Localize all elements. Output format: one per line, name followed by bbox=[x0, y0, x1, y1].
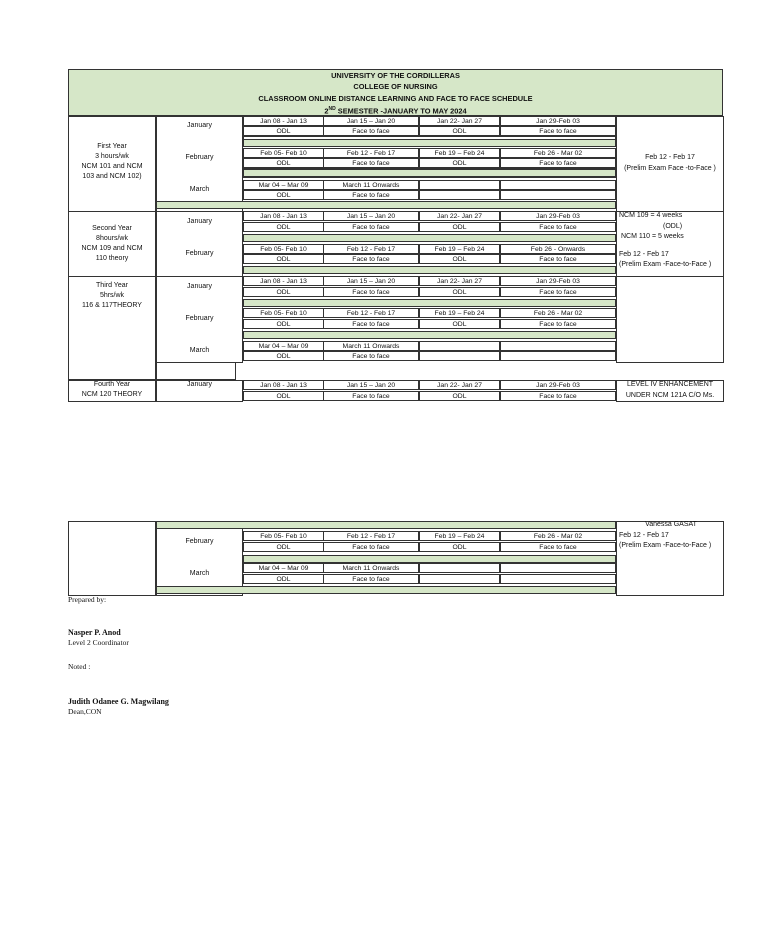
month-february: February bbox=[185, 154, 214, 161]
separator-row bbox=[243, 555, 616, 563]
week-date-cell: Jan 22- Jan 27 bbox=[419, 116, 500, 126]
month-february: February bbox=[185, 538, 214, 545]
semester-title: 2ND SEMESTER -JANUARY TO MAY 2024 bbox=[324, 105, 467, 116]
week-date-cell: Jan 29-Feb 03 bbox=[500, 380, 616, 390]
continuation-month-col bbox=[156, 521, 243, 596]
week-date-cell: Jan 08 - Jan 13 bbox=[243, 380, 324, 390]
learning-mode-cell: Face to face bbox=[323, 319, 419, 329]
month-january: January bbox=[187, 122, 212, 129]
week-date-cell: March 11 Onwards bbox=[323, 563, 419, 573]
learning-mode-cell: Face to face bbox=[500, 126, 616, 136]
month-january: January bbox=[187, 283, 212, 290]
week-date-cell: Jan 15 – Jan 20 bbox=[323, 116, 419, 126]
learning-mode-cell: Face to face bbox=[500, 542, 616, 552]
schedule-title: CLASSROOM ONLINE DISTANCE LEARNING AND FACE TO FACE SCHEDULE bbox=[258, 93, 533, 103]
third-year-label: Third Year 5hrs/wk 116 & 117THEORY bbox=[82, 282, 142, 309]
week-date-cell: Feb 19 – Feb 24 bbox=[419, 308, 500, 318]
week-date-cell: Mar 04 – Mar 09 bbox=[243, 563, 324, 573]
third-year-notes-cell bbox=[616, 276, 724, 363]
schedule-header bbox=[68, 69, 723, 116]
learning-mode-cell: Face to face bbox=[323, 254, 419, 264]
learning-mode-cell: Face to face bbox=[500, 319, 616, 329]
first-year-note: Feb 12 - Feb 17 (Prelim Exam Face -to-Face ) bbox=[624, 154, 716, 172]
university-name: UNIVERSITY OF THE CORDILLERAS bbox=[331, 71, 460, 80]
week-date-cell: Feb 26 - Onwards bbox=[500, 244, 616, 254]
blank-row bbox=[243, 168, 616, 178]
week-date-cell: Feb 26 - Mar 02 bbox=[500, 308, 616, 318]
week-date-cell: Jan 08 - Jan 13 bbox=[243, 211, 324, 221]
continuation-note: Vanessa GASAT Feb 12 - Feb 17 (Prelim Exam -Face-to-Face ) bbox=[619, 521, 712, 549]
week-date-cell: Jan 08 - Jan 13 bbox=[243, 276, 324, 286]
learning-mode-cell bbox=[500, 190, 616, 200]
learning-mode-cell: Face to face bbox=[323, 351, 419, 361]
learning-mode-cell: ODL bbox=[419, 126, 500, 136]
learning-mode-cell: ODL bbox=[243, 542, 324, 552]
week-date-cell: Feb 12 - Feb 17 bbox=[323, 244, 419, 254]
learning-mode-cell bbox=[419, 351, 500, 361]
week-date-cell: Feb 19 – Feb 24 bbox=[419, 148, 500, 158]
learning-mode-cell: ODL bbox=[419, 319, 500, 329]
week-date-cell: Jan 22- Jan 27 bbox=[419, 380, 500, 390]
week-date-cell: Jan 15 – Jan 20 bbox=[323, 276, 419, 286]
learning-mode-cell: Face to face bbox=[500, 287, 616, 297]
week-date-cell bbox=[419, 180, 500, 190]
noter-title: Dean,CON bbox=[68, 707, 102, 716]
first-year-month-col bbox=[156, 116, 243, 212]
separator-row bbox=[243, 139, 616, 147]
week-date-cell bbox=[419, 341, 500, 351]
week-date-cell: Jan 22- Jan 27 bbox=[419, 211, 500, 221]
noter-name: Judith Odanee G. Magwilang bbox=[68, 697, 169, 706]
first-year-label: First Year 3 hours/wk NCM 101 and NCM 103 and NCM 102) bbox=[81, 143, 143, 180]
week-date-cell: Mar 04 – Mar 09 bbox=[243, 180, 324, 190]
continuation-year-cell bbox=[68, 521, 156, 596]
learning-mode-cell: Face to face bbox=[323, 222, 419, 232]
month-january: January bbox=[187, 218, 212, 225]
learning-mode-cell: ODL bbox=[419, 391, 500, 401]
week-date-cell: Jan 29-Feb 03 bbox=[500, 276, 616, 286]
learning-mode-cell: Face to face bbox=[323, 542, 419, 552]
month-february: February bbox=[185, 315, 214, 322]
preparer-name: Nasper P. Anod bbox=[68, 628, 121, 637]
month-march: March bbox=[189, 186, 210, 193]
separator-row bbox=[243, 234, 616, 242]
fourth-year-label: Fourth Year NCM 120 THEORY bbox=[81, 381, 143, 398]
learning-mode-cell: ODL bbox=[243, 391, 324, 401]
week-date-cell: Feb 05- Feb 10 bbox=[243, 148, 324, 158]
week-date-cell: Jan 08 - Jan 13 bbox=[243, 116, 324, 126]
learning-mode-cell bbox=[419, 190, 500, 200]
week-date-cell: Feb 26 - Mar 02 bbox=[500, 148, 616, 158]
learning-mode-cell: Face to face bbox=[500, 158, 616, 168]
learning-mode-cell: Face to face bbox=[323, 190, 419, 200]
week-date-cell bbox=[500, 563, 616, 573]
week-date-cell: Feb 12 - Feb 17 bbox=[323, 531, 419, 541]
separator-row bbox=[243, 299, 616, 307]
week-date-cell: Mar 04 – Mar 09 bbox=[243, 341, 324, 351]
week-date-cell bbox=[500, 180, 616, 190]
month-january: January bbox=[187, 381, 212, 388]
learning-mode-cell: ODL bbox=[419, 287, 500, 297]
week-date-cell: Feb 12 - Feb 17 bbox=[323, 308, 419, 318]
week-date-cell: Jan 15 – Jan 20 bbox=[323, 211, 419, 221]
month-march: March bbox=[189, 347, 210, 354]
learning-mode-cell: Face to face bbox=[500, 222, 616, 232]
prepared-by-label: Prepared by: bbox=[68, 595, 107, 604]
preparer-title: Level 2 Coordinator bbox=[68, 638, 129, 647]
week-date-cell: Feb 05- Feb 10 bbox=[243, 308, 324, 318]
learning-mode-cell: ODL bbox=[419, 158, 500, 168]
learning-mode-cell: ODL bbox=[243, 190, 324, 200]
learning-mode-cell: ODL bbox=[419, 254, 500, 264]
week-date-cell: Feb 05- Feb 10 bbox=[243, 531, 324, 541]
separator-row bbox=[156, 201, 616, 209]
week-date-cell: Feb 26 - Mar 02 bbox=[500, 531, 616, 541]
learning-mode-cell: ODL bbox=[419, 542, 500, 552]
learning-mode-cell: Face to face bbox=[323, 391, 419, 401]
learning-mode-cell: ODL bbox=[243, 574, 324, 584]
second-year-label: Second Year 8hours/wk NCM 109 and NCM 110 theory bbox=[81, 225, 143, 262]
college-name: COLLEGE OF NURSING bbox=[353, 82, 438, 92]
week-date-cell: Feb 12 - Feb 17 bbox=[323, 148, 419, 158]
learning-mode-cell bbox=[500, 351, 616, 361]
week-date-cell: Jan 29-Feb 03 bbox=[500, 211, 616, 221]
separator-row bbox=[156, 586, 616, 594]
learning-mode-cell: ODL bbox=[243, 254, 324, 264]
learning-mode-cell: Face to face bbox=[323, 574, 419, 584]
week-date-cell bbox=[419, 563, 500, 573]
week-date-cell: Jan 29-Feb 03 bbox=[500, 116, 616, 126]
learning-mode-cell: Face to face bbox=[500, 391, 616, 401]
learning-mode-cell: Face to face bbox=[500, 254, 616, 264]
separator-row bbox=[243, 266, 616, 274]
learning-mode-cell: Face to face bbox=[323, 126, 419, 136]
week-date-cell: March 11 Onwards bbox=[323, 180, 419, 190]
learning-mode-cell: ODL bbox=[243, 158, 324, 168]
week-date-cell: Jan 15 – Jan 20 bbox=[323, 380, 419, 390]
learning-mode-cell: ODL bbox=[243, 319, 324, 329]
blank-cell bbox=[156, 362, 236, 380]
learning-mode-cell: ODL bbox=[243, 351, 324, 361]
learning-mode-cell bbox=[419, 574, 500, 584]
noted-label: Noted : bbox=[68, 662, 91, 671]
separator-row bbox=[156, 521, 616, 529]
learning-mode-cell bbox=[500, 574, 616, 584]
week-date-cell: Feb 19 – Feb 24 bbox=[419, 244, 500, 254]
learning-mode-cell: Face to face bbox=[323, 158, 419, 168]
week-date-cell: Feb 19 – Feb 24 bbox=[419, 531, 500, 541]
week-date-cell: March 11 Onwards bbox=[323, 341, 419, 351]
learning-mode-cell: ODL bbox=[419, 222, 500, 232]
learning-mode-cell: ODL bbox=[243, 222, 324, 232]
separator-row bbox=[243, 331, 616, 339]
learning-mode-cell: ODL bbox=[243, 287, 324, 297]
month-february: February bbox=[185, 250, 214, 257]
second-year-note: NCM 109 = 4 weeks (ODL) NCM 110 = 5 weeks Feb 12 - Feb 17 (Prelim Exam -Face-to-Face ) bbox=[619, 212, 712, 268]
week-date-cell: Jan 22- Jan 27 bbox=[419, 276, 500, 286]
month-march: March bbox=[189, 570, 210, 577]
fourth-year-note: LEVEL IV ENHANCEMENT UNDER NCM 121A C/O Ms. bbox=[625, 381, 715, 399]
week-date-cell: Feb 05- Feb 10 bbox=[243, 244, 324, 254]
learning-mode-cell: Face to face bbox=[323, 287, 419, 297]
learning-mode-cell: ODL bbox=[243, 126, 324, 136]
week-date-cell bbox=[500, 341, 616, 351]
